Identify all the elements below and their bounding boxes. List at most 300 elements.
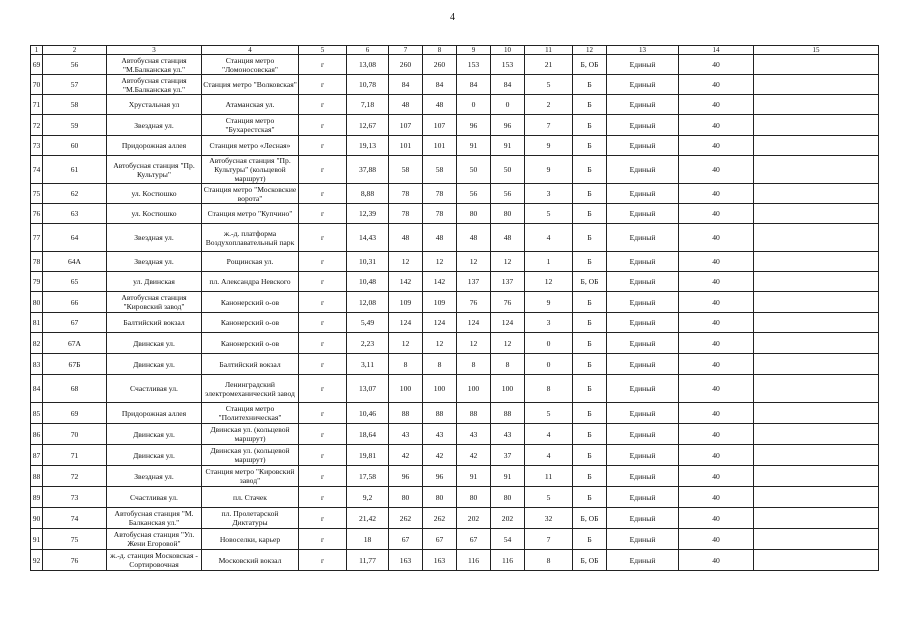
column-header: 10 — [491, 46, 525, 55]
table-row — [31, 354, 879, 375]
table-row — [31, 424, 879, 445]
vehicle-class-cell: Б — [573, 292, 607, 313]
vehicle-class-cell: Б — [573, 529, 607, 550]
route-end-cell: ж.-д. платформа Воздухоплавательный парк — [202, 224, 299, 252]
value-col-15-cell — [754, 333, 879, 354]
value-col-14-cell: 40 — [679, 156, 754, 184]
value-col-15-cell — [754, 204, 879, 224]
table-row — [31, 156, 879, 184]
value-col-11-cell: 7 — [525, 529, 573, 550]
value-col-9-cell: 88 — [457, 403, 491, 424]
value-col-11-cell: 12 — [525, 272, 573, 292]
value-col-10-cell: 202 — [491, 508, 525, 529]
route-length-cell: 37,88 — [347, 156, 389, 184]
vehicle-class-cell: Б — [573, 184, 607, 204]
route-kind-cell: г — [299, 403, 347, 424]
value-col-14-cell: 40 — [679, 204, 754, 224]
row-index-cell: 73 — [31, 136, 43, 156]
row-index-cell: 83 — [31, 354, 43, 375]
route-end-cell: Рощинская ул. — [202, 252, 299, 272]
value-col-11-cell: 3 — [525, 184, 573, 204]
value-col-11-cell: 0 — [525, 354, 573, 375]
value-col-10-cell: 116 — [491, 550, 525, 571]
route-start-cell: Хрустальная ул — [107, 95, 202, 115]
value-col-15-cell — [754, 375, 879, 403]
value-col-15-cell — [754, 95, 879, 115]
value-col-9-cell: 42 — [457, 445, 491, 466]
value-col-11-cell: 8 — [525, 550, 573, 571]
vehicle-class-cell: Б — [573, 95, 607, 115]
tariff-cell: Единый — [607, 508, 679, 529]
value-col-8-cell: 163 — [423, 550, 457, 571]
route-end-cell: Московский вокзал — [202, 550, 299, 571]
route-kind-cell: г — [299, 375, 347, 403]
vehicle-class-cell: Б, ОБ — [573, 550, 607, 571]
value-col-9-cell: 202 — [457, 508, 491, 529]
tariff-cell: Единый — [607, 156, 679, 184]
row-index-cell: 87 — [31, 445, 43, 466]
route-start-cell: Автобусная станция "Ул. Жени Егоровой" — [107, 529, 202, 550]
route-start-cell: Придорожная аллея — [107, 136, 202, 156]
value-col-7-cell: 67 — [389, 529, 423, 550]
route-end-cell: Канонерский о-ов — [202, 333, 299, 354]
value-col-8-cell: 43 — [423, 424, 457, 445]
row-index-cell: 74 — [31, 156, 43, 184]
value-col-7-cell: 84 — [389, 75, 423, 95]
value-col-11-cell: 5 — [525, 403, 573, 424]
value-col-10-cell: 50 — [491, 156, 525, 184]
route-number-cell: 68 — [43, 375, 107, 403]
vehicle-class-cell: Б, ОБ — [573, 55, 607, 75]
route-length-cell: 11,77 — [347, 550, 389, 571]
vehicle-class-cell: Б — [573, 75, 607, 95]
route-number-cell: 63 — [43, 204, 107, 224]
value-col-8-cell: 142 — [423, 272, 457, 292]
table-row — [31, 313, 879, 333]
route-start-cell: Звездная ул. — [107, 224, 202, 252]
route-kind-cell: г — [299, 204, 347, 224]
route-length-cell: 12,67 — [347, 115, 389, 136]
route-kind-cell: г — [299, 136, 347, 156]
value-col-9-cell: 12 — [457, 252, 491, 272]
value-col-11-cell: 4 — [525, 445, 573, 466]
value-col-15-cell — [754, 508, 879, 529]
row-index-cell: 70 — [31, 75, 43, 95]
value-col-9-cell: 91 — [457, 136, 491, 156]
tariff-cell: Единый — [607, 354, 679, 375]
value-col-9-cell: 50 — [457, 156, 491, 184]
value-col-15-cell — [754, 403, 879, 424]
tariff-cell: Единый — [607, 136, 679, 156]
value-col-10-cell: 12 — [491, 252, 525, 272]
value-col-11-cell: 5 — [525, 487, 573, 508]
value-col-7-cell: 96 — [389, 466, 423, 487]
value-col-14-cell: 40 — [679, 252, 754, 272]
value-col-9-cell: 116 — [457, 550, 491, 571]
value-col-10-cell: 137 — [491, 272, 525, 292]
column-header: 8 — [423, 46, 457, 55]
route-number-cell: 72 — [43, 466, 107, 487]
route-start-cell: ж.-д. станция Московская - Сортировочная — [107, 550, 202, 571]
tariff-cell: Единый — [607, 529, 679, 550]
value-col-7-cell: 260 — [389, 55, 423, 75]
route-end-cell: пл. Александра Невского — [202, 272, 299, 292]
value-col-14-cell: 40 — [679, 136, 754, 156]
route-end-cell: Станция метро "Московские ворота" — [202, 184, 299, 204]
value-col-11-cell: 32 — [525, 508, 573, 529]
value-col-10-cell: 37 — [491, 445, 525, 466]
value-col-10-cell: 91 — [491, 466, 525, 487]
route-number-cell: 67 — [43, 313, 107, 333]
value-col-7-cell: 58 — [389, 156, 423, 184]
route-length-cell: 7,18 — [347, 95, 389, 115]
value-col-9-cell: 124 — [457, 313, 491, 333]
route-length-cell: 5,49 — [347, 313, 389, 333]
value-col-8-cell: 124 — [423, 313, 457, 333]
route-start-cell: Звездная ул. — [107, 466, 202, 487]
table-row — [31, 252, 879, 272]
table-row — [31, 508, 879, 529]
value-col-11-cell: 1 — [525, 252, 573, 272]
route-start-cell: ул. Костюшко — [107, 184, 202, 204]
value-col-11-cell: 3 — [525, 313, 573, 333]
column-header: 3 — [107, 46, 202, 55]
route-kind-cell: г — [299, 529, 347, 550]
route-number-cell: 61 — [43, 156, 107, 184]
value-col-14-cell: 40 — [679, 75, 754, 95]
route-start-cell: Двинская ул. — [107, 333, 202, 354]
row-index-cell: 89 — [31, 487, 43, 508]
table-row — [31, 333, 879, 354]
vehicle-class-cell: Б, ОБ — [573, 508, 607, 529]
row-index-cell: 76 — [31, 204, 43, 224]
route-length-cell: 13,07 — [347, 375, 389, 403]
value-col-14-cell: 40 — [679, 95, 754, 115]
value-col-15-cell — [754, 75, 879, 95]
route-length-cell: 17,58 — [347, 466, 389, 487]
value-col-15-cell — [754, 224, 879, 252]
route-start-cell: Придорожная аллея — [107, 403, 202, 424]
value-col-8-cell: 42 — [423, 445, 457, 466]
route-length-cell: 13,08 — [347, 55, 389, 75]
route-end-cell: Новоселки, карьер — [202, 529, 299, 550]
tariff-cell: Единый — [607, 403, 679, 424]
value-col-10-cell: 124 — [491, 313, 525, 333]
route-end-cell: Станция метро "Бухарестская" — [202, 115, 299, 136]
route-kind-cell: г — [299, 487, 347, 508]
route-kind-cell: г — [299, 550, 347, 571]
table-row — [31, 550, 879, 571]
row-index-cell: 90 — [31, 508, 43, 529]
table-row — [31, 184, 879, 204]
value-col-9-cell: 12 — [457, 333, 491, 354]
value-col-11-cell: 4 — [525, 224, 573, 252]
value-col-8-cell: 262 — [423, 508, 457, 529]
route-kind-cell: г — [299, 184, 347, 204]
value-col-8-cell: 107 — [423, 115, 457, 136]
route-number-cell: 76 — [43, 550, 107, 571]
route-number-cell: 64А — [43, 252, 107, 272]
table-row — [31, 204, 879, 224]
value-col-14-cell: 40 — [679, 403, 754, 424]
value-col-10-cell: 91 — [491, 136, 525, 156]
route-end-cell: Канонерский о-ов — [202, 292, 299, 313]
value-col-10-cell: 56 — [491, 184, 525, 204]
route-length-cell: 9,2 — [347, 487, 389, 508]
value-col-11-cell: 4 — [525, 424, 573, 445]
value-col-7-cell: 107 — [389, 115, 423, 136]
route-length-cell: 3,11 — [347, 354, 389, 375]
route-kind-cell: г — [299, 333, 347, 354]
value-col-7-cell: 163 — [389, 550, 423, 571]
table-row — [31, 403, 879, 424]
tariff-cell: Единый — [607, 252, 679, 272]
vehicle-class-cell: Б — [573, 115, 607, 136]
value-col-7-cell: 124 — [389, 313, 423, 333]
route-number-cell: 56 — [43, 55, 107, 75]
route-kind-cell: г — [299, 95, 347, 115]
value-col-7-cell: 12 — [389, 252, 423, 272]
value-col-9-cell: 48 — [457, 224, 491, 252]
route-number-cell: 59 — [43, 115, 107, 136]
value-col-8-cell: 100 — [423, 375, 457, 403]
route-length-cell: 19,13 — [347, 136, 389, 156]
value-col-11-cell: 0 — [525, 333, 573, 354]
route-kind-cell: г — [299, 424, 347, 445]
route-length-cell: 2,23 — [347, 333, 389, 354]
tariff-cell: Единый — [607, 313, 679, 333]
value-col-7-cell: 42 — [389, 445, 423, 466]
row-index-cell: 72 — [31, 115, 43, 136]
value-col-14-cell: 40 — [679, 272, 754, 292]
vehicle-class-cell: Б — [573, 313, 607, 333]
row-index-cell: 92 — [31, 550, 43, 571]
table-row — [31, 487, 879, 508]
value-col-8-cell: 101 — [423, 136, 457, 156]
route-end-cell: Двинская ул. (кольцевой маршрут) — [202, 445, 299, 466]
value-col-7-cell: 142 — [389, 272, 423, 292]
tariff-cell: Единый — [607, 184, 679, 204]
route-number-cell: 60 — [43, 136, 107, 156]
column-header: 5 — [299, 46, 347, 55]
route-end-cell: Станция метро "Политехническая" — [202, 403, 299, 424]
value-col-10-cell: 0 — [491, 95, 525, 115]
table-row — [31, 529, 879, 550]
value-col-7-cell: 262 — [389, 508, 423, 529]
value-col-15-cell — [754, 550, 879, 571]
value-col-15-cell — [754, 184, 879, 204]
route-end-cell: Станция метро "Ломоносовская" — [202, 55, 299, 75]
value-col-9-cell: 100 — [457, 375, 491, 403]
route-kind-cell: г — [299, 313, 347, 333]
route-length-cell: 10,78 — [347, 75, 389, 95]
vehicle-class-cell: Б — [573, 445, 607, 466]
value-col-15-cell — [754, 466, 879, 487]
table-row — [31, 224, 879, 252]
value-col-10-cell: 88 — [491, 403, 525, 424]
route-end-cell: Станция метро "Купчино" — [202, 204, 299, 224]
value-col-9-cell: 96 — [457, 115, 491, 136]
route-number-cell: 75 — [43, 529, 107, 550]
tariff-cell: Единый — [607, 55, 679, 75]
value-col-7-cell: 43 — [389, 424, 423, 445]
row-index-cell: 75 — [31, 184, 43, 204]
value-col-8-cell: 12 — [423, 252, 457, 272]
value-col-14-cell: 40 — [679, 184, 754, 204]
table-row — [31, 115, 879, 136]
tariff-cell: Единый — [607, 424, 679, 445]
value-col-10-cell: 80 — [491, 487, 525, 508]
value-col-14-cell: 40 — [679, 508, 754, 529]
column-header: 13 — [607, 46, 679, 55]
route-kind-cell: г — [299, 156, 347, 184]
route-number-cell: 69 — [43, 403, 107, 424]
value-col-15-cell — [754, 55, 879, 75]
value-col-8-cell: 58 — [423, 156, 457, 184]
row-index-cell: 88 — [31, 466, 43, 487]
tariff-cell: Единый — [607, 115, 679, 136]
value-col-8-cell: 48 — [423, 95, 457, 115]
route-number-cell: 73 — [43, 487, 107, 508]
value-col-15-cell — [754, 445, 879, 466]
value-col-10-cell: 76 — [491, 292, 525, 313]
route-start-cell: ул. Двинская — [107, 272, 202, 292]
value-col-8-cell: 84 — [423, 75, 457, 95]
value-col-15-cell — [754, 272, 879, 292]
route-kind-cell: г — [299, 252, 347, 272]
row-index-cell: 79 — [31, 272, 43, 292]
table-row — [31, 95, 879, 115]
value-col-8-cell: 96 — [423, 466, 457, 487]
route-number-cell: 67Б — [43, 354, 107, 375]
vehicle-class-cell: Б — [573, 136, 607, 156]
value-col-7-cell: 100 — [389, 375, 423, 403]
value-col-8-cell: 260 — [423, 55, 457, 75]
value-col-14-cell: 40 — [679, 466, 754, 487]
tariff-cell: Единый — [607, 95, 679, 115]
value-col-15-cell — [754, 529, 879, 550]
value-col-8-cell: 67 — [423, 529, 457, 550]
route-kind-cell: г — [299, 292, 347, 313]
route-length-cell: 10,46 — [347, 403, 389, 424]
route-end-cell: Канонерский о-ов — [202, 313, 299, 333]
vehicle-class-cell: Б — [573, 424, 607, 445]
route-start-cell: Счастливая ул. — [107, 375, 202, 403]
value-col-11-cell: 8 — [525, 375, 573, 403]
route-start-cell: Двинская ул. — [107, 424, 202, 445]
value-col-7-cell: 78 — [389, 204, 423, 224]
value-col-7-cell: 101 — [389, 136, 423, 156]
route-start-cell: Двинская ул. — [107, 354, 202, 375]
value-col-15-cell — [754, 313, 879, 333]
vehicle-class-cell: Б — [573, 252, 607, 272]
column-header: 15 — [754, 46, 879, 55]
route-start-cell: Балтийский вокзал — [107, 313, 202, 333]
value-col-7-cell: 88 — [389, 403, 423, 424]
column-header: 7 — [389, 46, 423, 55]
tariff-cell: Единый — [607, 466, 679, 487]
value-col-11-cell: 9 — [525, 156, 573, 184]
value-col-9-cell: 56 — [457, 184, 491, 204]
table-row — [31, 375, 879, 403]
column-header: 14 — [679, 46, 754, 55]
route-end-cell: Станция метро "Волковская" — [202, 75, 299, 95]
value-col-10-cell: 43 — [491, 424, 525, 445]
value-col-15-cell — [754, 424, 879, 445]
value-col-10-cell: 12 — [491, 333, 525, 354]
route-start-cell: Автобусная станция "Пр. Культуры" — [107, 156, 202, 184]
vehicle-class-cell: Б — [573, 333, 607, 354]
value-col-8-cell: 109 — [423, 292, 457, 313]
vehicle-class-cell: Б — [573, 466, 607, 487]
route-kind-cell: г — [299, 272, 347, 292]
route-kind-cell: г — [299, 115, 347, 136]
route-end-cell: Балтийский вокзал — [202, 354, 299, 375]
value-col-11-cell: 5 — [525, 204, 573, 224]
tariff-cell: Единый — [607, 292, 679, 313]
route-kind-cell: г — [299, 55, 347, 75]
value-col-10-cell: 100 — [491, 375, 525, 403]
route-start-cell: Автобусная станция "Кировский завод" — [107, 292, 202, 313]
route-length-cell: 21,42 — [347, 508, 389, 529]
row-index-cell: 84 — [31, 375, 43, 403]
vehicle-class-cell: Б — [573, 204, 607, 224]
value-col-14-cell: 40 — [679, 333, 754, 354]
value-col-15-cell — [754, 487, 879, 508]
column-header: 4 — [202, 46, 299, 55]
route-number-cell: 67А — [43, 333, 107, 354]
row-index-cell: 91 — [31, 529, 43, 550]
route-end-cell: Автобусная станция "Пр. Культуры" (кольцевой маршрут) — [202, 156, 299, 184]
route-end-cell: пл. Пролетарской Диктатуры — [202, 508, 299, 529]
row-index-cell: 86 — [31, 424, 43, 445]
column-header: 1 — [31, 46, 43, 55]
value-col-8-cell: 8 — [423, 354, 457, 375]
route-length-cell: 12,08 — [347, 292, 389, 313]
tariff-cell: Единый — [607, 550, 679, 571]
vehicle-class-cell: Б — [573, 403, 607, 424]
value-col-15-cell — [754, 136, 879, 156]
route-start-cell: Автобусная станция "М.Балканская ул." — [107, 75, 202, 95]
value-col-10-cell: 96 — [491, 115, 525, 136]
route-end-cell: Станция метро "Кировский завод" — [202, 466, 299, 487]
route-start-cell: Двинская ул. — [107, 445, 202, 466]
route-kind-cell: г — [299, 445, 347, 466]
value-col-9-cell: 8 — [457, 354, 491, 375]
row-index-cell: 82 — [31, 333, 43, 354]
value-col-14-cell: 40 — [679, 445, 754, 466]
table-row — [31, 55, 879, 75]
row-index-cell: 69 — [31, 55, 43, 75]
value-col-9-cell: 80 — [457, 204, 491, 224]
route-table — [30, 45, 879, 571]
column-header: 9 — [457, 46, 491, 55]
value-col-11-cell: 9 — [525, 136, 573, 156]
value-col-15-cell — [754, 354, 879, 375]
value-col-9-cell: 91 — [457, 466, 491, 487]
table-body — [31, 55, 879, 571]
table-row — [31, 466, 879, 487]
value-col-8-cell: 48 — [423, 224, 457, 252]
route-start-cell: ул. Костюшко — [107, 204, 202, 224]
route-length-cell: 18 — [347, 529, 389, 550]
value-col-7-cell: 78 — [389, 184, 423, 204]
tariff-cell: Единый — [607, 272, 679, 292]
route-kind-cell: г — [299, 224, 347, 252]
route-start-cell: Звездная ул. — [107, 252, 202, 272]
route-end-cell: Станция метро «Лесная» — [202, 136, 299, 156]
vehicle-class-cell: Б — [573, 224, 607, 252]
